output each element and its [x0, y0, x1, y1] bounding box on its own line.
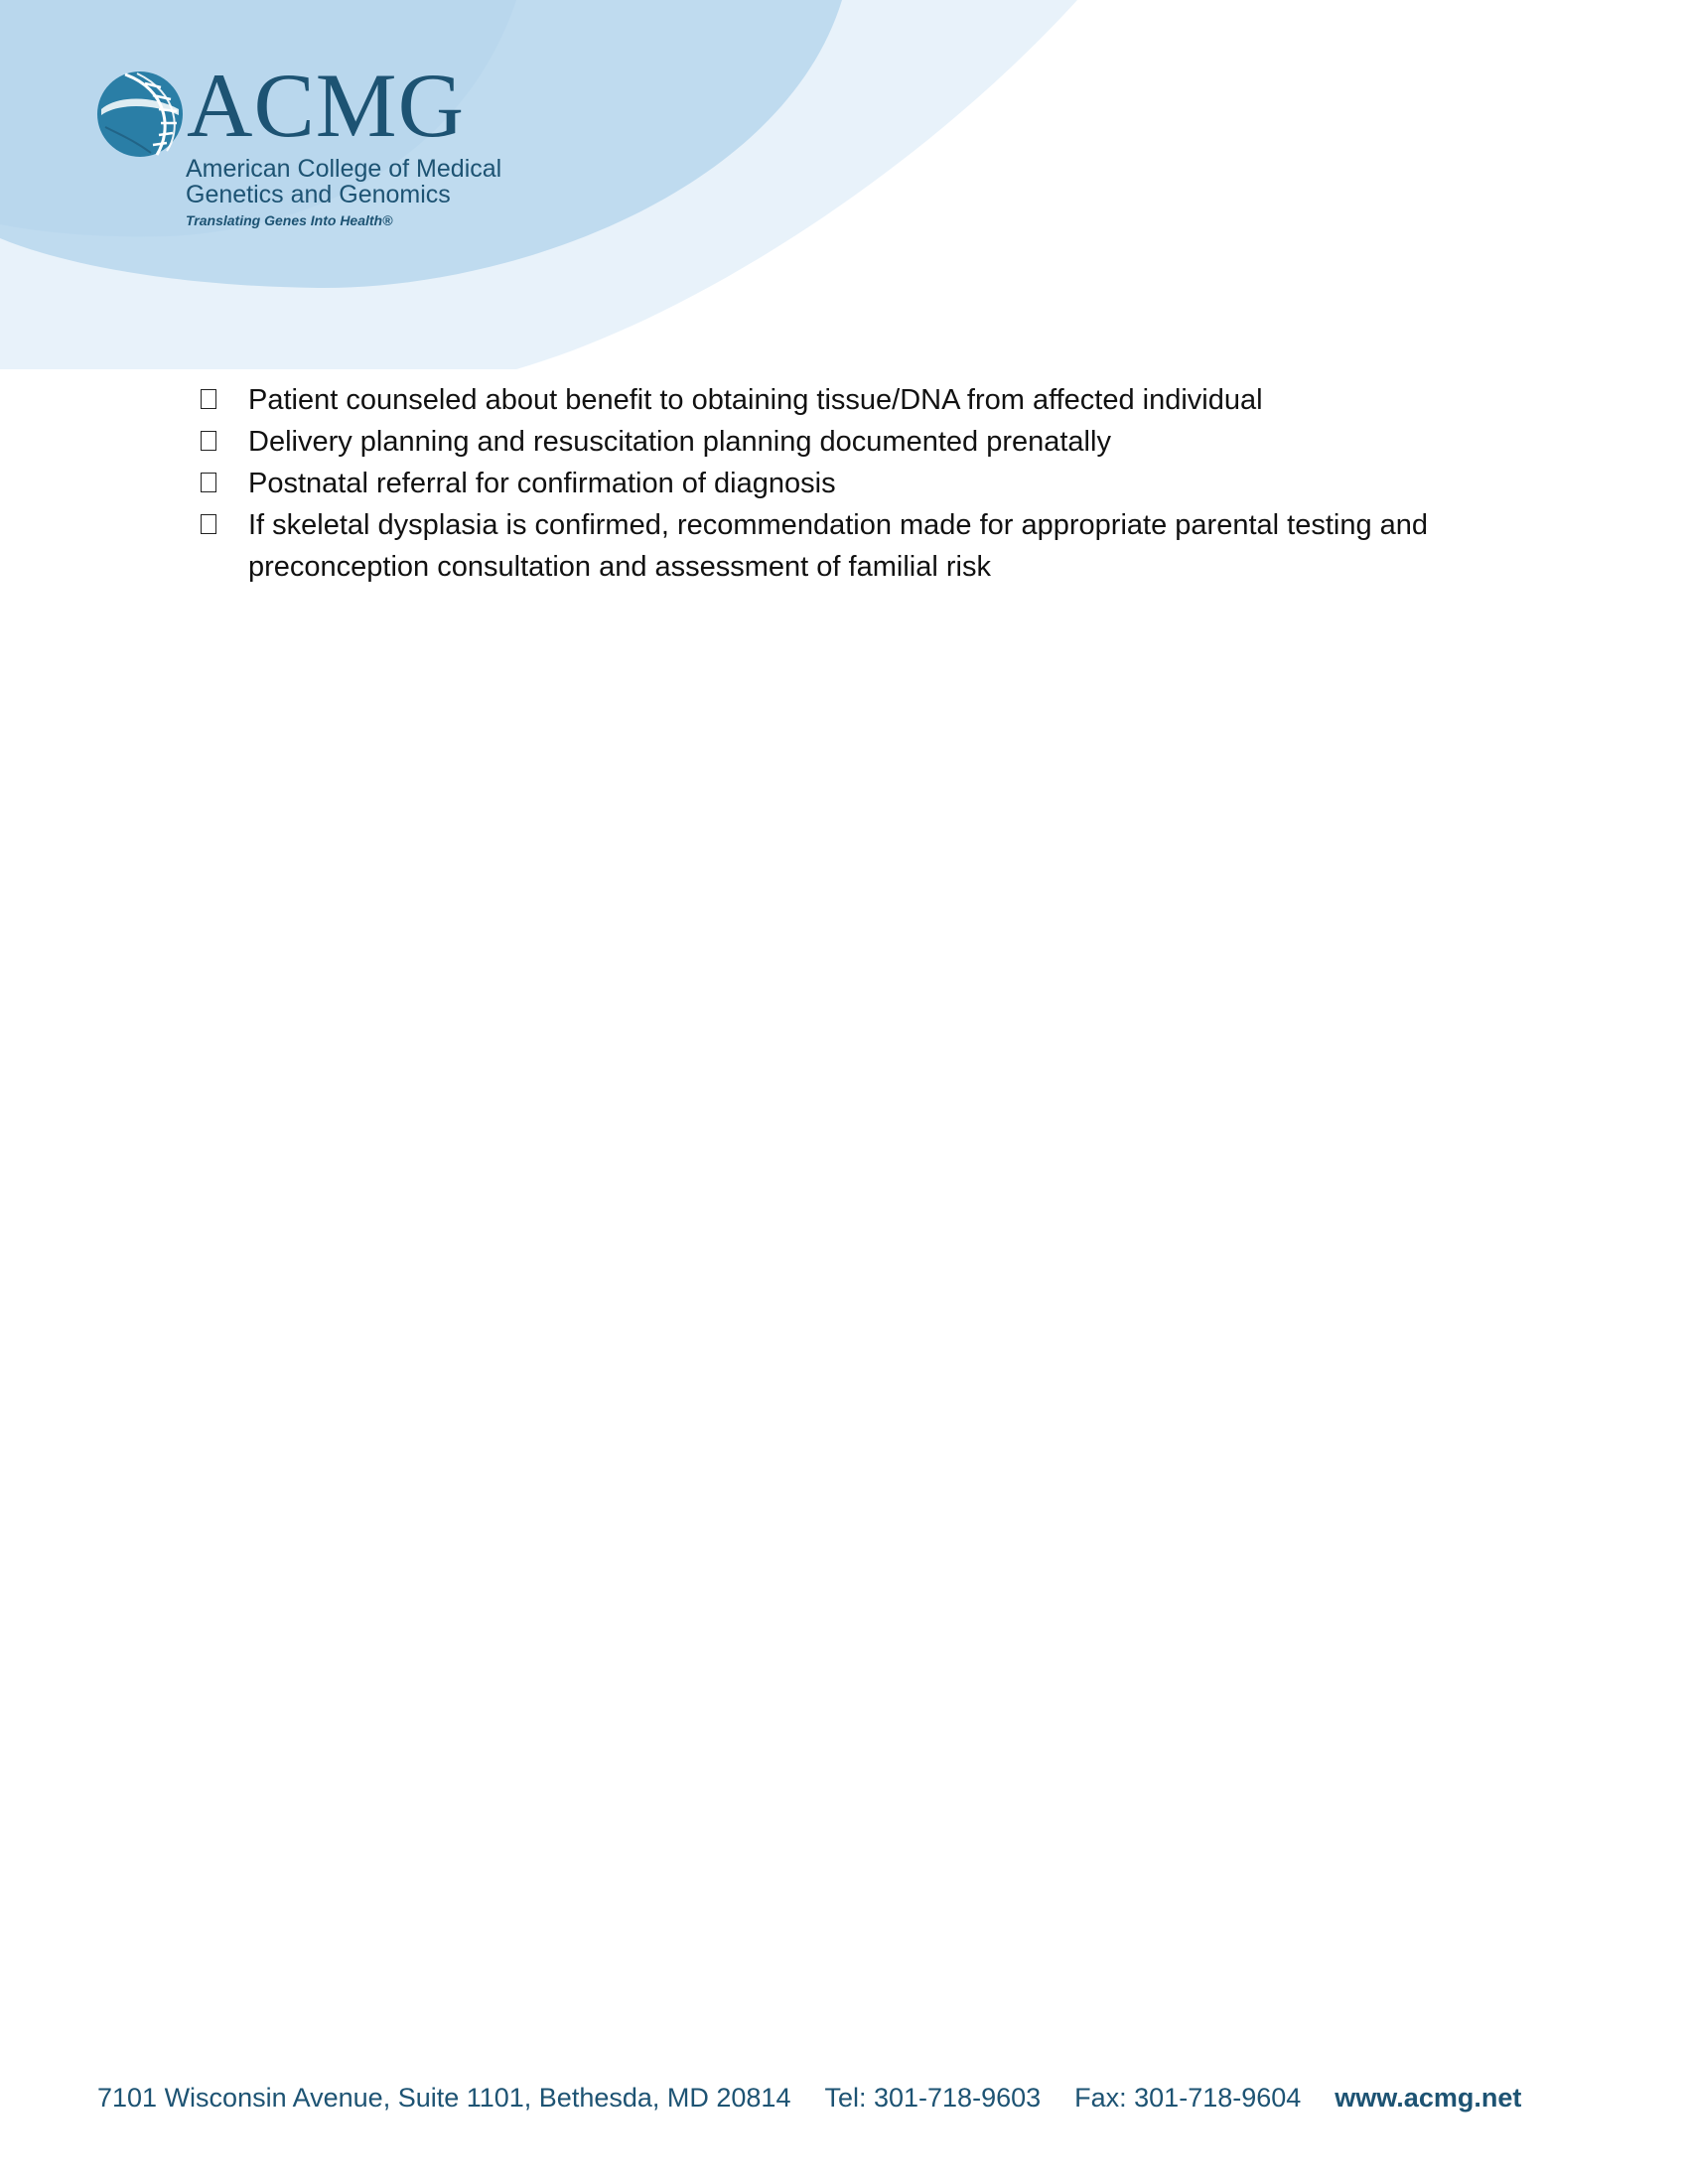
checkbox-icon[interactable]: [201, 514, 216, 534]
footer-fax: Fax: 301-718-9604: [1074, 2083, 1302, 2113]
checklist-item: [197, 379, 1527, 421]
checklist-item-text: Postnatal referral for confirmation of diagnosis: [248, 468, 836, 499]
checklist-item: [197, 421, 1527, 463]
footer-address: 7101 Wisconsin Avenue, Suite 1101, Bethesda, MD 20814: [97, 2083, 791, 2113]
footer-contact: [97, 2085, 1521, 2112]
logo-wordmark: ACMG: [187, 55, 466, 156]
footer-website-link[interactable]: www.acmg.net: [1335, 2083, 1522, 2113]
checklist-item-text: Delivery planning and resuscitation planning documented prenatally: [248, 426, 1111, 458]
logo-tagline: Translating Genes Into Health®: [186, 212, 393, 228]
checklist-item-text: Patient counseled about benefit to obtaining tissue/DNA from affected individual: [248, 384, 1263, 416]
dna-globe-icon: [95, 69, 185, 159]
checkbox-icon[interactable]: [201, 431, 216, 451]
checkbox-icon[interactable]: [201, 473, 216, 492]
checklist-item: [197, 463, 1527, 504]
logo-org-name-line-2: Genetics and Genomics: [186, 181, 451, 208]
checklist: [197, 379, 1527, 588]
footer-telephone: Tel: 301-718-9603: [824, 2083, 1042, 2113]
checkbox-icon[interactable]: [201, 389, 216, 409]
logo-org-name-line-1: American College of Medical: [186, 155, 502, 183]
checklist-item: [197, 504, 1527, 588]
checklist-item-text: If skeletal dysplasia is confirmed, recommendation made for appropriate parental testing and preconception consultation and assessment of familial risk: [248, 509, 1429, 583]
